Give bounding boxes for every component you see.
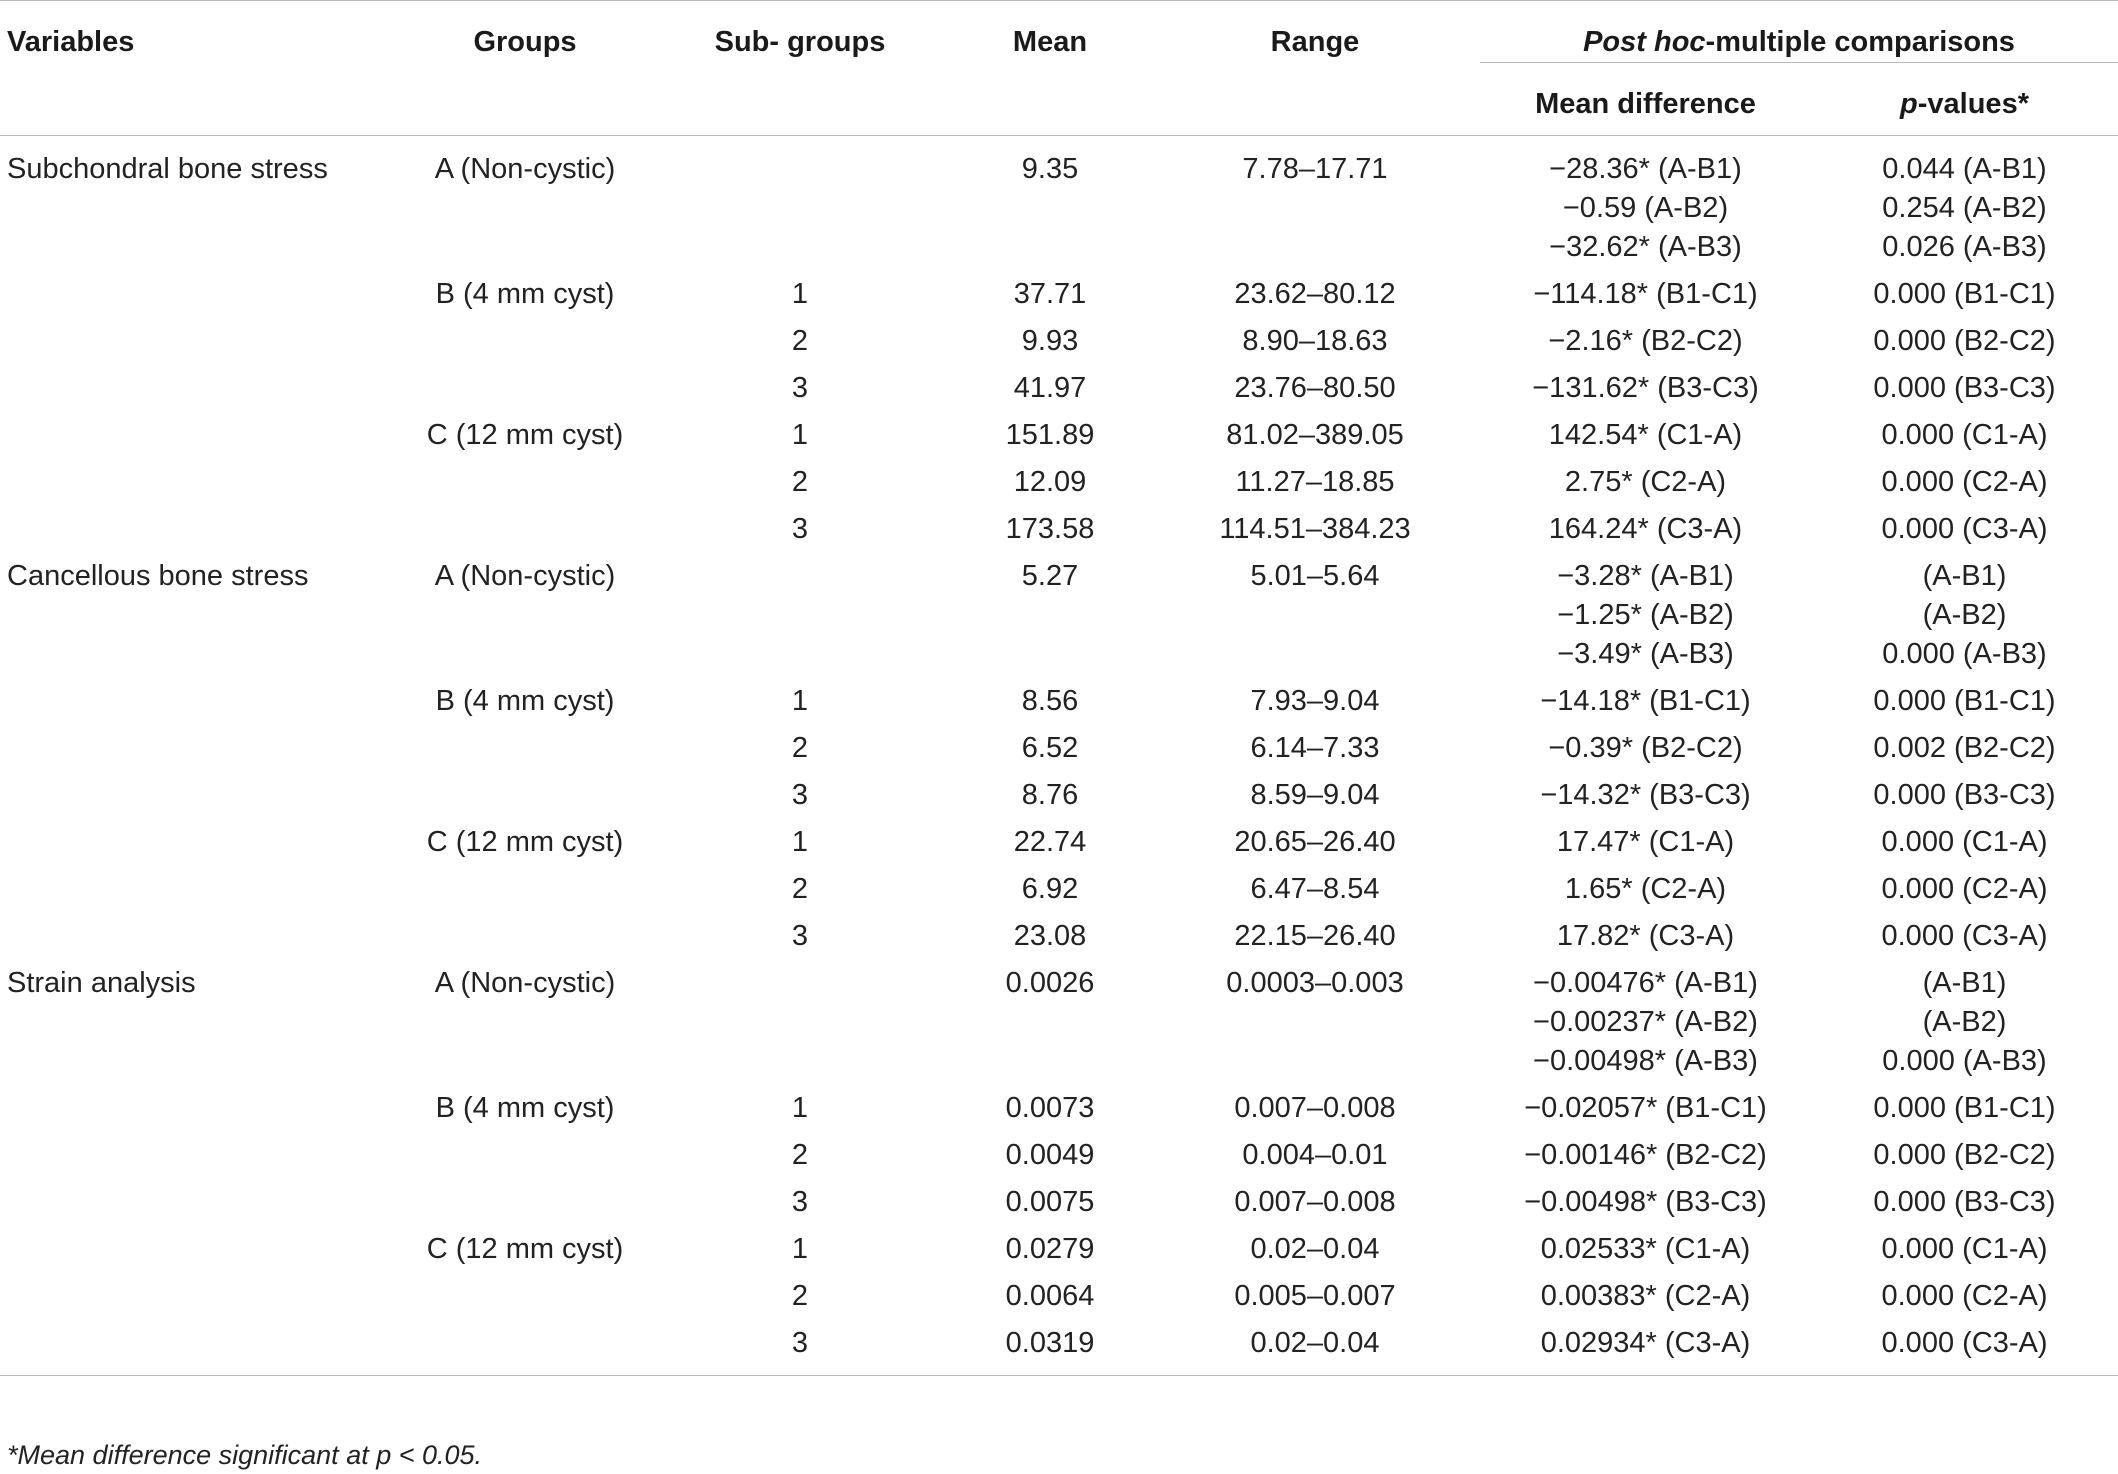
table-row [0, 455, 2118, 502]
cell-mean: 0.0279 [1005, 1233, 1095, 1265]
cell-mean-difference-line: −0.00476* (A-B1) [1533, 967, 1758, 999]
cell-pvalue [1811, 314, 2118, 361]
cell-mean: 0.0049 [1005, 1139, 1095, 1171]
cell-mean-difference [1480, 502, 1811, 549]
cell-pvalue-line: 0.000 (C2-A) [1881, 873, 2048, 905]
cell-range: 22.15–26.40 [1234, 920, 1396, 952]
cell-mean-difference [1480, 1128, 1811, 1175]
header-mean: Mean [1012, 26, 1088, 58]
table-row [0, 956, 2118, 1081]
cell-subgroup: 3 [791, 920, 809, 952]
cell-group: B (4 mm cyst) [435, 278, 615, 310]
cell-mean: 9.35 [1021, 153, 1079, 185]
cell-pvalue-line: 0.000 (C3-A) [1881, 1327, 2048, 1359]
cell-mean-difference [1480, 674, 1811, 721]
cell-group [400, 768, 650, 815]
cell-group: C (12 mm cyst) [426, 826, 624, 858]
cell-group: B (4 mm cyst) [435, 685, 615, 717]
cell-mean-difference-line: −114.18* (B1-C1) [1533, 278, 1758, 310]
table-row [0, 1175, 2118, 1222]
cell-pvalue-line: 0.000 (B1-C1) [1873, 685, 2056, 717]
cell-variable [0, 361, 400, 408]
cell-pvalue-line: 0.000 (B3-C3) [1873, 372, 2056, 404]
cell-variable [0, 267, 400, 314]
table-row [0, 361, 2118, 408]
cell-range: 7.93–9.04 [1250, 685, 1380, 717]
cell-pvalue [1811, 1081, 2118, 1128]
cell-range: 8.59–9.04 [1250, 779, 1380, 811]
cell-range: 81.02–389.05 [1226, 419, 1404, 451]
footnote: *Mean difference significant at p < 0.05. [7, 1440, 483, 1470]
cell-mean: 151.89 [1005, 419, 1095, 451]
cell-group: C (12 mm cyst) [426, 419, 624, 451]
header-row [0, 1, 2118, 63]
cell-range: 20.65–26.40 [1234, 826, 1396, 858]
cell-subgroup: 1 [791, 1092, 809, 1124]
cell-mean-difference-line: −0.00498* (B3-C3) [1524, 1186, 1767, 1218]
cell-mean-difference [1480, 455, 1811, 502]
cell-variable [0, 721, 400, 768]
cell-mean: 22.74 [1013, 826, 1087, 858]
cell-pvalue [1811, 1128, 2118, 1175]
cell-pvalue [1811, 267, 2118, 314]
table-row [0, 1269, 2118, 1316]
cell-mean-difference-line: 0.02533* (C1-A) [1540, 1233, 1751, 1265]
cell-subgroup: 2 [791, 1280, 809, 1312]
cell-mean-difference [1480, 721, 1811, 768]
cell-mean: 6.92 [1021, 873, 1079, 905]
cell-mean: 23.08 [1013, 920, 1087, 952]
cell-pvalue [1811, 909, 2118, 956]
table-row [0, 549, 2118, 674]
cell-group: B (4 mm cyst) [435, 1092, 615, 1124]
cell-pvalue-line: 0.000 (A-B3) [1882, 1045, 2047, 1077]
cell-variable [0, 768, 400, 815]
cell-mean-difference-line: −0.39* (B2-C2) [1548, 732, 1743, 764]
table-row [0, 502, 2118, 549]
cell-range: 7.78–17.71 [1242, 153, 1388, 185]
cell-subgroup: 1 [791, 685, 809, 717]
cell-subgroup: 2 [791, 1139, 809, 1171]
cell-subgroup: 2 [791, 873, 809, 905]
cell-range: 0.0003–0.003 [1226, 967, 1404, 999]
cell-range: 114.51–384.23 [1219, 513, 1411, 545]
cell-mean-difference-line: 17.47* (C1-A) [1556, 826, 1735, 858]
cell-pvalue [1811, 136, 2118, 268]
cell-group [400, 909, 650, 956]
cell-pvalue [1811, 862, 2118, 909]
cell-subgroup: 3 [791, 372, 809, 404]
subheader-row [0, 63, 2118, 136]
cell-mean-difference-line: −14.32* (B3-C3) [1540, 779, 1751, 811]
cell-variable [0, 314, 400, 361]
cell-subgroup [650, 136, 950, 268]
cell-pvalue-line: 0.000 (C1-A) [1881, 826, 2048, 858]
cell-variable [0, 1128, 400, 1175]
cell-mean-difference-line: −0.02057* (B1-C1) [1524, 1092, 1767, 1124]
cell-variable: Cancellous bone stress [7, 560, 309, 592]
cell-mean: 9.93 [1021, 325, 1079, 357]
cell-pvalue-line: 0.000 (B1-C1) [1873, 278, 2056, 310]
table-row [0, 674, 2118, 721]
cell-pvalue [1811, 768, 2118, 815]
cell-mean: 0.0026 [1005, 967, 1095, 999]
cell-range: 0.005–0.007 [1234, 1280, 1396, 1312]
cell-pvalue [1811, 549, 2118, 674]
cell-pvalue-line: 0.000 (B2-C2) [1873, 325, 2056, 357]
cell-mean: 0.0073 [1005, 1092, 1095, 1124]
cell-mean-difference-line: −2.16* (B2-C2) [1548, 325, 1743, 357]
cell-range: 8.90–18.63 [1242, 325, 1388, 357]
cell-mean-difference [1480, 1175, 1811, 1222]
cell-variable [0, 674, 400, 721]
cell-subgroup: 3 [791, 779, 809, 811]
cell-subgroup [650, 549, 950, 674]
header-mean-difference: Mean difference [1535, 88, 1756, 120]
cell-mean-difference-line: 142.54* (C1-A) [1548, 419, 1743, 451]
cell-variable [0, 815, 400, 862]
table-row [0, 1316, 2118, 1376]
cell-mean-difference-line: 164.24* (C3-A) [1548, 513, 1743, 545]
cell-mean: 6.52 [1021, 732, 1079, 764]
cell-group [400, 502, 650, 549]
table-row [0, 1222, 2118, 1269]
header-subgroups: Sub- groups [714, 26, 886, 58]
header-groups: Groups [473, 26, 577, 58]
cell-range: 0.007–0.008 [1234, 1092, 1396, 1124]
cell-pvalue-line: 0.000 (C2-A) [1881, 1280, 2048, 1312]
cell-pvalue [1811, 361, 2118, 408]
header-posthoc-italic: Post hoc [1583, 26, 1706, 58]
cell-mean-difference-line: −0.59 (A-B2) [1562, 192, 1729, 224]
cell-variable [0, 1269, 400, 1316]
header-posthoc [1480, 1, 2118, 63]
cell-group [400, 1175, 650, 1222]
cell-mean-difference [1480, 1269, 1811, 1316]
cell-subgroup: 3 [791, 1327, 809, 1359]
table-row [0, 136, 2118, 268]
cell-range: 0.02–0.04 [1250, 1327, 1380, 1359]
cell-mean-difference-line: −3.49* (A-B3) [1557, 638, 1734, 670]
cell-pvalue [1811, 1175, 2118, 1222]
cell-group [400, 862, 650, 909]
cell-pvalue-line: (A-B2) [1922, 1006, 2007, 1038]
cell-mean-difference [1480, 549, 1811, 674]
cell-mean-difference-line: −0.00237* (A-B2) [1533, 1006, 1758, 1038]
cell-mean: 5.27 [1021, 560, 1079, 592]
table-row [0, 909, 2118, 956]
cell-pvalue [1811, 1222, 2118, 1269]
table-row [0, 1128, 2118, 1175]
cell-pvalue [1811, 455, 2118, 502]
cell-pvalue-line: 0.000 (B3-C3) [1873, 779, 2056, 811]
table-row [0, 721, 2118, 768]
cell-mean-difference-line: −32.62* (A-B3) [1549, 231, 1742, 263]
cell-mean-difference-line: −14.18* (B1-C1) [1540, 685, 1751, 717]
cell-pvalue-line: (A-B2) [1922, 599, 2007, 631]
cell-pvalue-line: 0.002 (B2-C2) [1873, 732, 2056, 764]
cell-mean-difference [1480, 267, 1811, 314]
cell-mean: 173.58 [1005, 513, 1095, 545]
cell-mean-difference [1480, 768, 1811, 815]
cell-group [400, 721, 650, 768]
cell-pvalue-line: 0.254 (A-B2) [1882, 192, 2047, 224]
cell-mean: 8.56 [1021, 685, 1079, 717]
table-row [0, 862, 2118, 909]
header-pvalues-rest: -values* [1917, 88, 2029, 120]
cell-pvalue-line: (A-B1) [1922, 560, 2007, 592]
cell-mean-difference [1480, 361, 1811, 408]
cell-group [400, 1316, 650, 1376]
cell-subgroup: 1 [791, 278, 809, 310]
cell-pvalue-line: 0.000 (C1-A) [1881, 419, 2048, 451]
cell-range: 5.01–5.64 [1250, 560, 1380, 592]
cell-range: 23.76–80.50 [1234, 372, 1396, 404]
cell-pvalue-line: 0.000 (B1-C1) [1873, 1092, 2056, 1124]
cell-mean: 0.0064 [1005, 1280, 1095, 1312]
header-variables: Variables [7, 26, 135, 58]
cell-variable [0, 1081, 400, 1128]
cell-mean-difference [1480, 1316, 1811, 1376]
cell-variable [0, 455, 400, 502]
cell-subgroup: 1 [791, 419, 809, 451]
cell-pvalue-line: (A-B1) [1922, 967, 2007, 999]
cell-pvalue [1811, 408, 2118, 455]
cell-variable [0, 1175, 400, 1222]
cell-variable [0, 1316, 400, 1376]
cell-mean-difference [1480, 956, 1811, 1081]
cell-variable [0, 502, 400, 549]
cell-variable: Subchondral bone stress [7, 153, 328, 185]
cell-pvalue-line: 0.000 (C3-A) [1881, 513, 2048, 545]
cell-subgroup: 3 [791, 1186, 809, 1218]
cell-pvalue [1811, 674, 2118, 721]
cell-group [400, 361, 650, 408]
cell-group [400, 455, 650, 502]
cell-pvalue-line: 0.000 (B2-C2) [1873, 1139, 2056, 1171]
header-pvalues [1811, 63, 2118, 136]
cell-mean-difference-line: 17.82* (C3-A) [1556, 920, 1735, 952]
cell-mean-difference-line: −0.00498* (A-B3) [1533, 1045, 1758, 1077]
cell-range: 11.27–18.85 [1235, 466, 1395, 498]
cell-subgroup: 1 [791, 1233, 809, 1265]
cell-group [400, 314, 650, 361]
cell-range: 6.14–7.33 [1250, 732, 1380, 764]
cell-pvalue-line: 0.000 (C3-A) [1881, 920, 2048, 952]
cell-pvalue [1811, 956, 2118, 1081]
cell-mean-difference [1480, 862, 1811, 909]
cell-group: C (12 mm cyst) [426, 1233, 624, 1265]
cell-group [400, 1128, 650, 1175]
cell-mean-difference-line: −131.62* (B3-C3) [1532, 372, 1759, 404]
cell-mean-difference [1480, 136, 1811, 268]
cell-mean: 8.76 [1021, 779, 1079, 811]
cell-mean-difference [1480, 1081, 1811, 1128]
table-row [0, 815, 2118, 862]
cell-subgroup [650, 956, 950, 1081]
cell-pvalue-line: 0.000 (C1-A) [1881, 1233, 2048, 1265]
cell-pvalue [1811, 1316, 2118, 1376]
cell-mean-difference-line: −1.25* (A-B2) [1557, 599, 1734, 631]
cell-subgroup: 1 [791, 826, 809, 858]
cell-mean-difference-line: 1.65* (C2-A) [1564, 873, 1727, 905]
cell-mean: 12.09 [1013, 466, 1087, 498]
cell-mean-difference [1480, 909, 1811, 956]
cell-pvalue-line: 0.044 (A-B1) [1882, 153, 2047, 185]
cell-pvalue [1811, 721, 2118, 768]
cell-mean-difference [1480, 314, 1811, 361]
cell-variable: Strain analysis [7, 967, 196, 999]
cell-mean: 0.0319 [1005, 1327, 1095, 1359]
cell-variable [0, 862, 400, 909]
cell-mean-difference-line: −28.36* (A-B1) [1549, 153, 1742, 185]
cell-mean-difference-line: 0.00383* (C2-A) [1540, 1280, 1751, 1312]
cell-pvalue [1811, 815, 2118, 862]
cell-subgroup: 3 [791, 513, 809, 545]
cell-mean: 0.0075 [1005, 1186, 1095, 1218]
cell-group [400, 1269, 650, 1316]
cell-subgroup: 2 [791, 325, 809, 357]
cell-range: 0.02–0.04 [1250, 1233, 1380, 1265]
cell-pvalue-line: 0.000 (B3-C3) [1873, 1186, 2056, 1218]
cell-subgroup: 2 [791, 466, 809, 498]
cell-pvalue [1811, 502, 2118, 549]
header-pvalues-italic: p [1900, 88, 1918, 120]
cell-mean-difference [1480, 408, 1811, 455]
cell-group: A (Non-cystic) [434, 560, 616, 592]
cell-group: A (Non-cystic) [434, 153, 616, 185]
cell-subgroup: 2 [791, 732, 809, 764]
table-row [0, 1081, 2118, 1128]
cell-mean-difference-line: 0.02934* (C3-A) [1540, 1327, 1751, 1359]
cell-mean-difference [1480, 815, 1811, 862]
table-row [0, 267, 2118, 314]
table-row [0, 314, 2118, 361]
cell-range: 23.62–80.12 [1234, 278, 1396, 310]
header-range: Range [1270, 26, 1360, 58]
cell-mean-difference-line: −0.00146* (B2-C2) [1524, 1139, 1767, 1171]
cell-range: 0.004–0.01 [1242, 1139, 1388, 1171]
cell-mean: 37.71 [1013, 278, 1087, 310]
cell-pvalue-line: 0.000 (C2-A) [1881, 466, 2048, 498]
cell-pvalue [1811, 1269, 2118, 1316]
cell-variable [0, 1222, 400, 1269]
cell-group: A (Non-cystic) [434, 967, 616, 999]
cell-pvalue-line: 0.000 (A-B3) [1882, 638, 2047, 670]
cell-mean-difference-line: 2.75* (C2-A) [1564, 466, 1727, 498]
cell-variable [0, 408, 400, 455]
header-posthoc-rest: -multiple comparisons [1705, 26, 2015, 58]
table-row [0, 408, 2118, 455]
cell-mean: 41.97 [1013, 372, 1087, 404]
table-body [0, 136, 2118, 1376]
cell-range: 6.47–8.54 [1250, 873, 1380, 905]
cell-pvalue-line: 0.026 (A-B3) [1882, 231, 2047, 263]
cell-range: 0.007–0.008 [1234, 1186, 1396, 1218]
table-row [0, 768, 2118, 815]
cell-variable [0, 909, 400, 956]
cell-mean-difference [1480, 1222, 1811, 1269]
cell-mean-difference-line: −3.28* (A-B1) [1557, 560, 1734, 592]
